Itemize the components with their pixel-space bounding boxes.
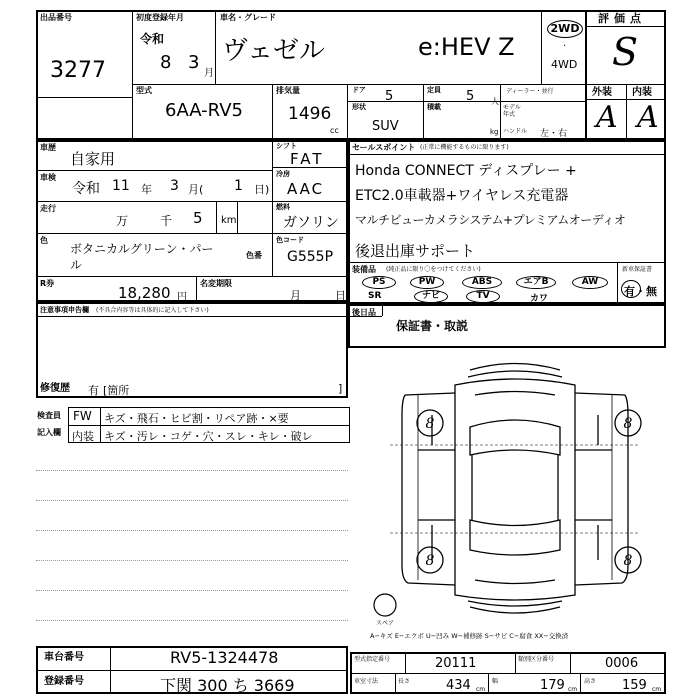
length-unit: cm	[476, 686, 486, 693]
inspector-row1-head: FW	[73, 409, 92, 423]
mileage-unit: km	[221, 215, 237, 226]
first-reg-month-unit: 月	[204, 68, 214, 79]
memo-line	[36, 590, 348, 591]
car-label: 車名・グレード	[220, 13, 276, 22]
mileage-man: 万	[116, 214, 129, 228]
divider	[500, 84, 501, 140]
mileage-value: 5	[193, 209, 203, 227]
inspector-row2: キズ・汚レ・コゲ・穴・スレ・キレ・破レ	[104, 430, 313, 443]
drive-separator: ·	[563, 41, 567, 52]
color-line2: ル	[70, 258, 83, 272]
divider	[626, 84, 627, 140]
spare-label: スペア	[376, 620, 395, 627]
divider	[348, 154, 666, 155]
handle-value: 左・右	[540, 129, 568, 139]
notes-label: 注意事項申告欄	[40, 306, 89, 314]
sales-note: (正常に機能するものに限ります)	[420, 144, 509, 151]
model-year-label: モデル年式	[503, 104, 521, 118]
shift-value: FAT	[290, 150, 325, 168]
height-value: 159	[622, 678, 647, 693]
divider	[395, 673, 396, 694]
interior-label: 内装	[632, 87, 652, 98]
inspection-year: 11	[112, 178, 130, 194]
recycle-value: 18,280	[118, 284, 171, 302]
equip-sr: SR	[368, 291, 382, 301]
equip-abs: ABS	[462, 276, 502, 289]
color-label: 色	[40, 236, 48, 245]
displacement-unit: cc	[330, 126, 339, 135]
handle-label: ハンドル	[503, 128, 528, 135]
divider	[196, 276, 197, 302]
width-value: 179	[540, 678, 565, 693]
inspection-year-unit: 年	[141, 183, 152, 196]
divider	[216, 201, 217, 233]
fuel-label: 燃料	[276, 203, 290, 211]
lot-label: 出品番号	[40, 13, 72, 22]
divider	[272, 140, 273, 276]
sales-line-2: ETC2.0車載器+ワイヤレス充電器	[355, 188, 569, 204]
color-code-label: 色番	[246, 251, 262, 260]
shift-label: シフト	[276, 142, 297, 150]
divider	[570, 652, 571, 673]
score-label: 評価点	[598, 12, 646, 25]
expiry-label: 名変期限	[200, 279, 232, 288]
displacement-value: 1496	[288, 104, 332, 124]
load-label: 積載	[427, 103, 441, 111]
later-label: 後日品	[352, 308, 376, 317]
divider	[382, 304, 383, 316]
body-value: SUV	[372, 119, 399, 134]
memo-line	[36, 470, 348, 471]
divider	[585, 26, 666, 27]
doors-value: 5	[385, 89, 394, 104]
lot-number: 3277	[50, 58, 106, 83]
warranty-circle	[621, 280, 641, 298]
inspector-label-1: 検査員	[37, 411, 61, 420]
capacity-value: 5	[466, 89, 475, 104]
inspector-row1: キズ・飛石・ヒビ割・リペア跡・×要	[104, 412, 289, 425]
divider	[348, 316, 382, 317]
load-unit: kg	[490, 128, 499, 136]
notes-note: (不具合内容等は具体的に記入して下さい)	[96, 307, 209, 314]
interior-score: A	[637, 100, 659, 135]
divider	[515, 652, 516, 673]
repair-close: ]	[338, 382, 343, 395]
damage-legend: A−キズ E−エクボ U−凹み W−補修跡 S−サビ C−腐食 XX−交換済	[370, 632, 569, 640]
type-cert-label: 型式指定番号	[354, 656, 391, 663]
model-label: 型式	[136, 86, 152, 95]
equip-navi: ナビ	[414, 290, 448, 303]
equip-airbag: エアB	[516, 276, 556, 289]
inspection-day: 1	[234, 178, 243, 194]
displacement-label: 排気量	[276, 86, 300, 95]
fuel-value: ガソリン	[283, 215, 339, 231]
dimensions-label: 車室寸法	[354, 678, 379, 685]
width-label: 幅	[492, 678, 499, 685]
divider	[36, 233, 348, 234]
divider	[215, 10, 216, 84]
inspection-month: 3	[170, 178, 179, 194]
usage-label: 車歴	[40, 143, 56, 152]
inspection-day-unit: 日)	[254, 183, 270, 196]
exterior-score: A	[596, 100, 618, 135]
registration-label: 登録番号	[44, 676, 84, 687]
chassis-label: 車台番号	[44, 652, 84, 663]
model-value: 6AA-RV5	[165, 100, 243, 121]
car-grade: e:HEV Z	[418, 33, 515, 61]
divider	[423, 84, 424, 140]
divider	[272, 84, 273, 140]
first-reg-label: 初度登録年月	[136, 13, 184, 22]
car-damage-diagram	[360, 355, 670, 620]
capacity-unit: 人	[491, 97, 499, 106]
expiry-month: 月	[290, 289, 301, 302]
first-reg-month: 3	[188, 52, 200, 73]
divider	[36, 97, 132, 98]
memo-line	[36, 620, 348, 621]
svg-text:8: 8	[425, 553, 435, 569]
car-name: ヴェゼル	[222, 36, 325, 66]
later-value: 保証書・取説	[396, 319, 469, 333]
repair-value: 有	[88, 384, 99, 397]
recycle-unit: 円	[177, 292, 187, 303]
inspection-era: 令和	[72, 181, 100, 197]
usage-value: 自家用	[70, 150, 116, 168]
registration-value: 下関 300 ち 3669	[160, 676, 295, 695]
recycle-label: R券	[40, 279, 55, 288]
divider	[585, 10, 587, 140]
divider	[541, 10, 542, 84]
warranty-value: 有・無	[624, 285, 657, 298]
type-cert-value: 20111	[435, 656, 477, 671]
divider	[580, 673, 581, 694]
sales-line-4: 後退出庫サポート	[355, 242, 476, 260]
divider	[132, 84, 585, 85]
first-reg-era: 令和	[140, 32, 165, 46]
doors-label: ドア	[352, 86, 366, 94]
height-label: 高さ	[584, 678, 597, 685]
length-value: 434	[446, 678, 471, 693]
inspector-label-2: 記入欄	[37, 428, 61, 437]
color-line1: ボタニカルグリーン・パー	[70, 242, 214, 256]
inspection-label: 車検	[40, 173, 56, 182]
length-label: 長さ	[398, 678, 411, 685]
equipment-label: 装備品	[352, 265, 376, 274]
divider	[36, 276, 348, 277]
expiry-day: 日	[335, 289, 346, 302]
divider	[132, 10, 133, 140]
divider	[36, 170, 272, 171]
drive-4wd: 4WD	[551, 58, 578, 71]
divider	[100, 407, 101, 443]
color-code2-label: 色コード	[276, 236, 304, 244]
divider	[36, 670, 348, 671]
equip-ps: PS	[362, 276, 396, 289]
inspector-row2-head: 内装	[72, 430, 94, 443]
warranty-label: 新車保証書	[622, 266, 653, 273]
divider	[36, 316, 348, 317]
divider	[347, 101, 585, 102]
inspection-month-unit: 月(	[188, 183, 204, 196]
sales-line-3: マルチビューカメラシステム+プレミアムオーディオ	[355, 213, 626, 227]
equipment-note: (純正品に限り〇をつけてください)	[386, 266, 481, 273]
category-value: 0006	[605, 656, 639, 671]
memo-line	[36, 500, 348, 501]
aircon-value: AAC	[287, 180, 325, 198]
memo-line	[36, 560, 348, 561]
equip-tv: TV	[466, 290, 500, 303]
svg-text:8: 8	[425, 416, 435, 432]
mileage-sen: 千	[160, 214, 173, 228]
divider	[348, 262, 666, 263]
divider	[110, 646, 111, 694]
equip-aw: AW	[572, 276, 608, 289]
exterior-label: 外装	[592, 87, 612, 98]
divider	[617, 262, 618, 304]
dealer-label: ディーラー・並行	[506, 88, 554, 95]
sales-line-1: Honda CONNECT ディスプレー +	[355, 163, 577, 179]
first-reg-year: 8	[160, 52, 172, 73]
aircon-label: 冷房	[276, 170, 290, 178]
chassis-value: RV5-1324478	[170, 648, 279, 667]
divider	[36, 201, 348, 202]
score-value: S	[612, 30, 639, 74]
color-code: G555P	[287, 249, 334, 265]
divider	[488, 673, 489, 694]
mileage-label: 走行	[40, 204, 56, 213]
equip-pw: PW	[410, 276, 444, 289]
divider	[237, 201, 238, 233]
category-label: 類別区分番号	[518, 656, 555, 663]
divider	[350, 673, 666, 674]
svg-text:8: 8	[623, 416, 633, 432]
svg-text:8: 8	[623, 553, 633, 569]
width-unit: cm	[568, 686, 578, 693]
drive-2wd-circle: 2WD	[547, 20, 583, 38]
equip-leather: カワ	[530, 294, 549, 304]
sales-label: セールスポイント	[352, 143, 416, 152]
body-label: 形状	[352, 103, 366, 111]
height-unit: cm	[652, 686, 662, 693]
divider	[405, 652, 406, 673]
repair-suffix: [箇所	[103, 384, 130, 397]
repair-label: 修復歴	[40, 383, 70, 394]
memo-line	[36, 530, 348, 531]
divider	[347, 84, 348, 140]
capacity-label: 定員	[427, 86, 441, 94]
